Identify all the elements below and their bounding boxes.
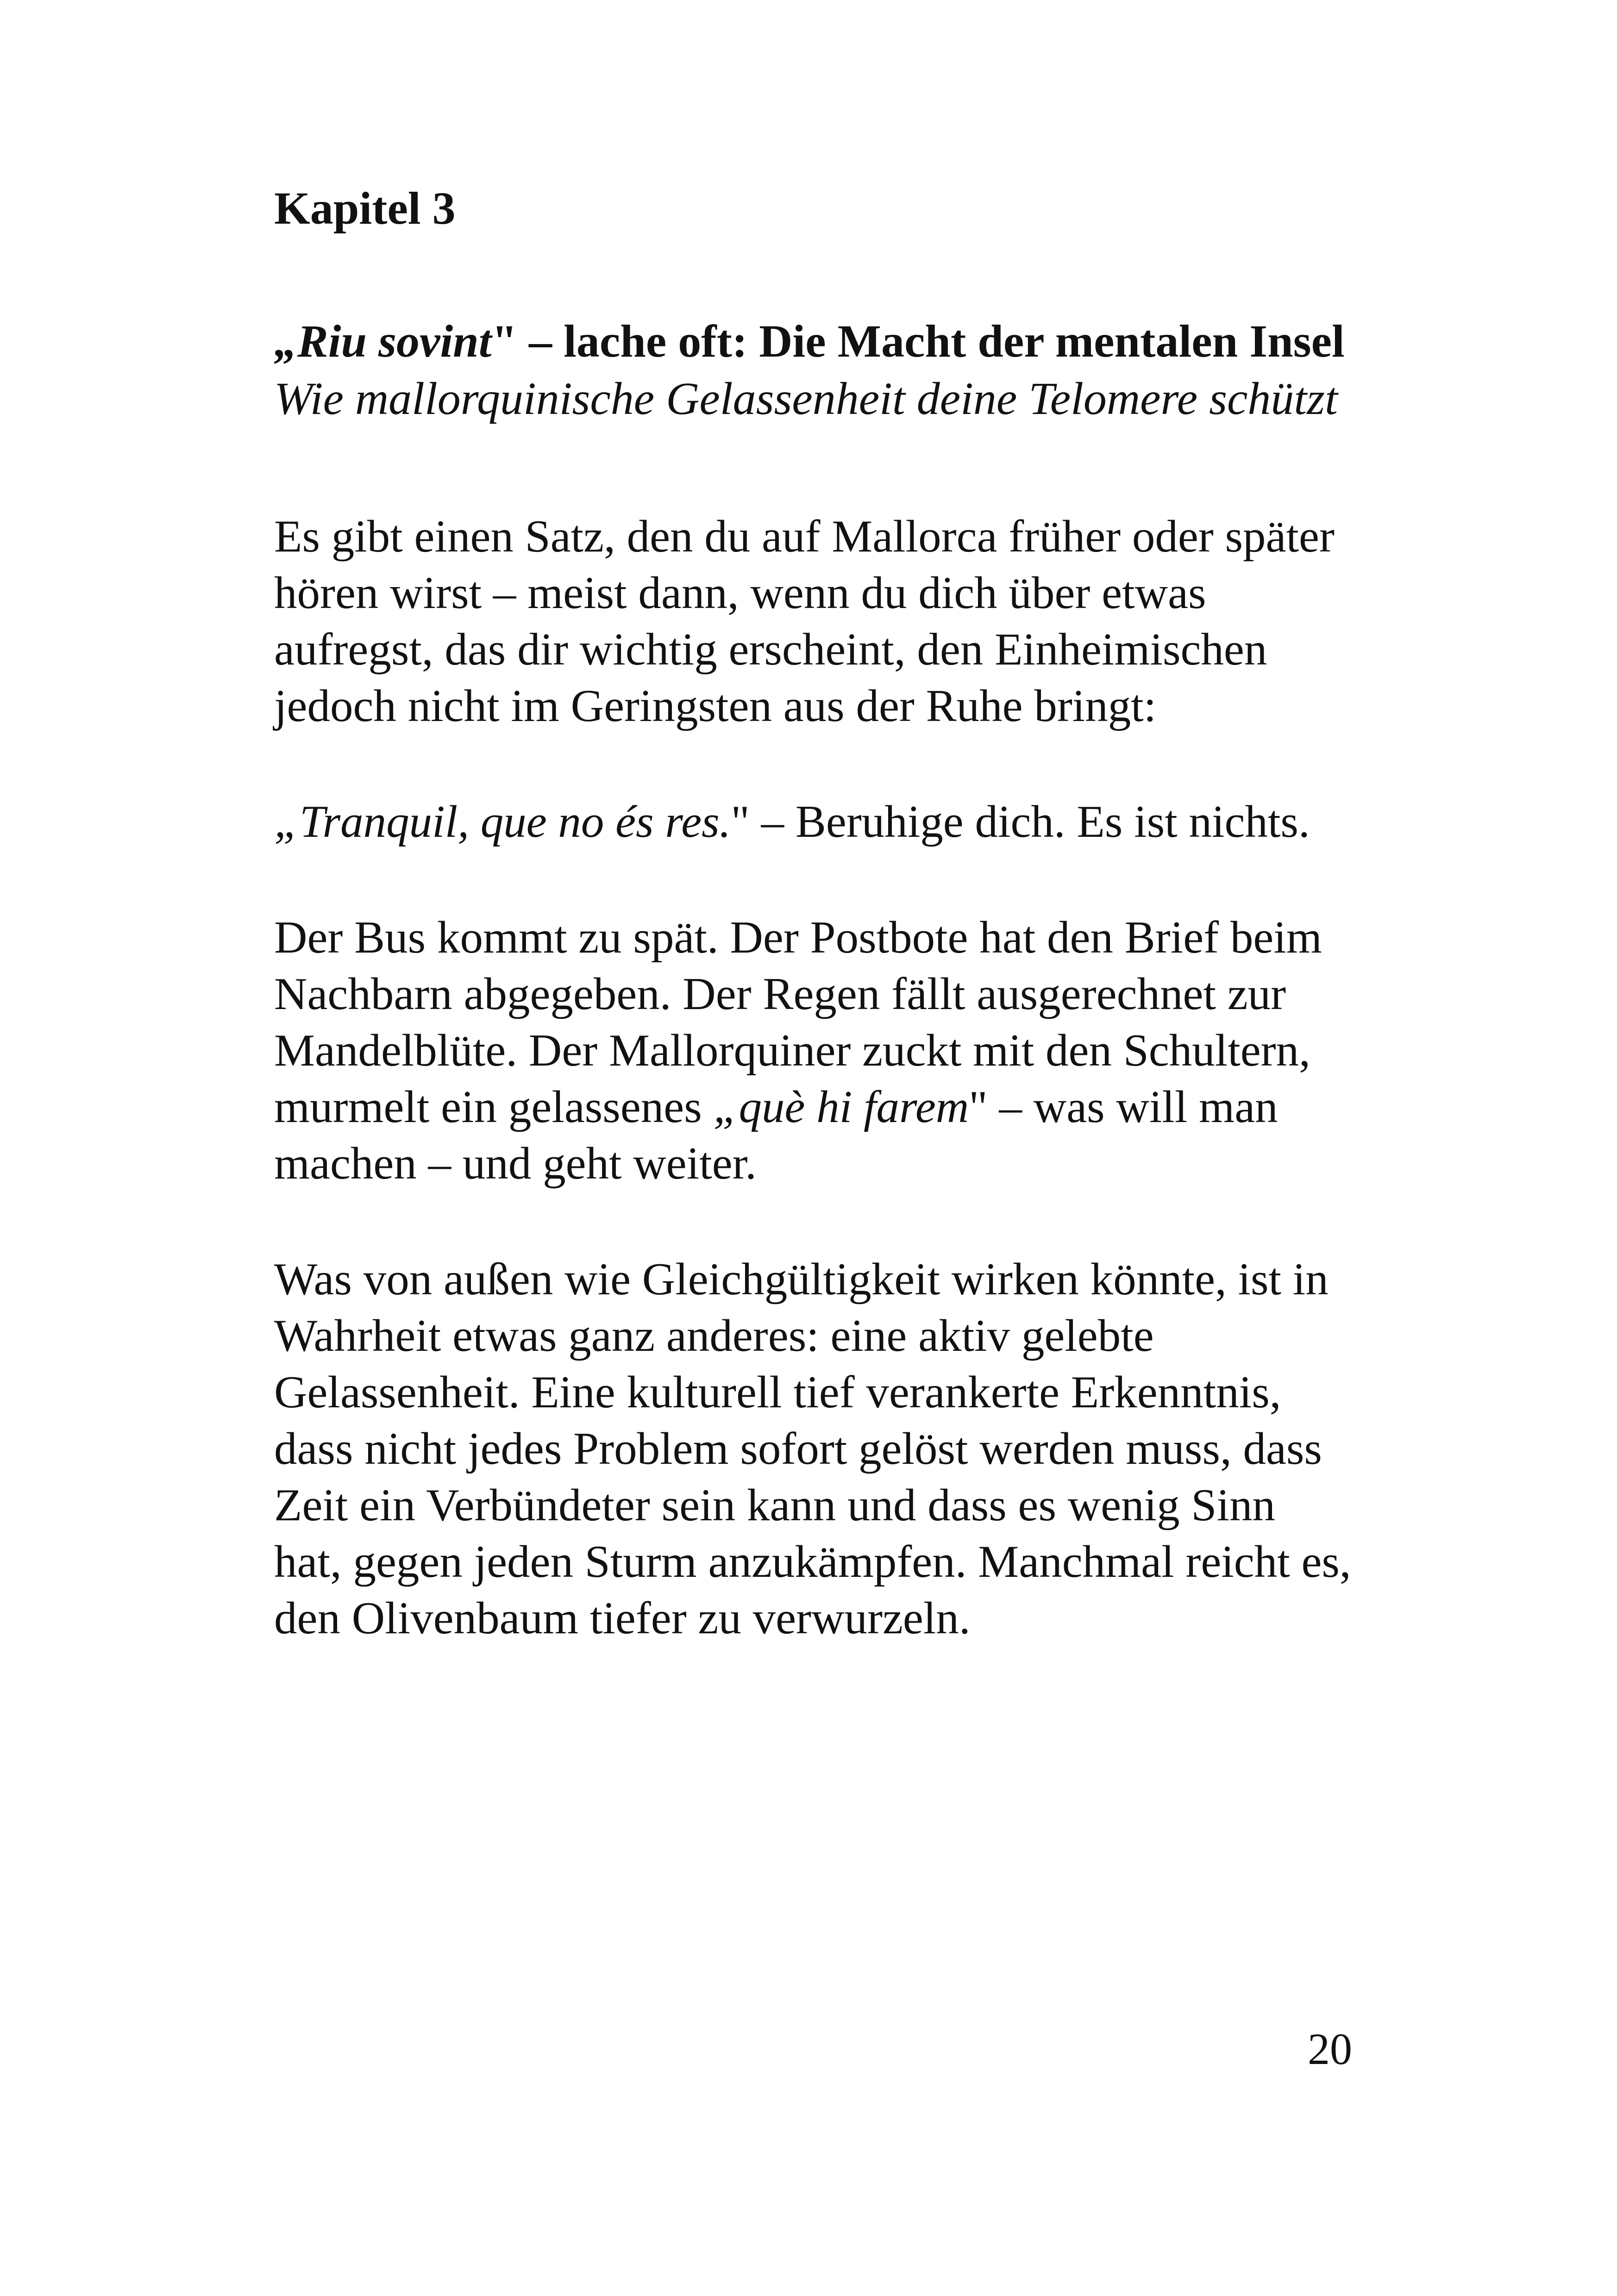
paragraph-3-end: " – was will man machen – und geht weiter. — [274, 1082, 1278, 1189]
paragraph-3 — [274, 910, 1353, 1192]
chapter-label: Kapitel 3 — [274, 182, 456, 234]
paragraph-1: Es gibt einen Satz, den du auf Mallorca früher oder später hören wirst – meist dann, wenn du dich über etwas aufregst, das dir wichtig erscheint, den Einheimischen jedoch nicht im Geringsten aus der Ruhe bringt: — [274, 511, 1335, 731]
heading-close-quote: " — [491, 315, 518, 367]
paragraph-3-quote: „què hi farem — [713, 1082, 969, 1132]
paragraph-2-rest: " – Beruhige dich. Es ist nichts. — [731, 797, 1310, 847]
paragraph-2-quote: „Tranquil, que no és res. — [274, 797, 731, 847]
heading-subtitle: Wie mallorquinische Gelassenheit deine Telomere schützt — [274, 373, 1338, 424]
heading-title-italic: Riu sovint — [297, 315, 492, 367]
paragraph-3-start: Der Bus kommt zu spät. Der Postbote hat den Brief beim Nachbarn abgegeben. Der Regen fällt ausgerechnet zur Mandelblüte. Der Mallorquiner zuckt mit den Schultern, murmelt ein gelassenes — [274, 912, 1322, 1132]
page-number: 20 — [1308, 2024, 1352, 2074]
heading-title-rest: – lache oft: Die Macht der mentalen Insel — [517, 315, 1345, 367]
paragraph-2 — [274, 794, 1353, 850]
book-page — [274, 181, 1353, 1706]
chapter-heading — [274, 313, 1353, 427]
paragraph-4: Was von außen wie Gleichgültigkeit wirken könnte, ist in Wahrheit etwas ganz anderes: eine aktiv gelebte Gelassenheit. Eine kulturell tief verankerte Erkenntnis, dass nicht jedes Problem sofort gelöst werden muss, dass Zeit ein Verbündeter sein kann und dass es wenig Sinn hat, gegen jeden Sturm anzukämpfen. Manchmal reicht es, den Olivenbaum tiefer zu verwurzeln. — [274, 1254, 1351, 1644]
heading-open-quote: „ — [274, 315, 297, 367]
